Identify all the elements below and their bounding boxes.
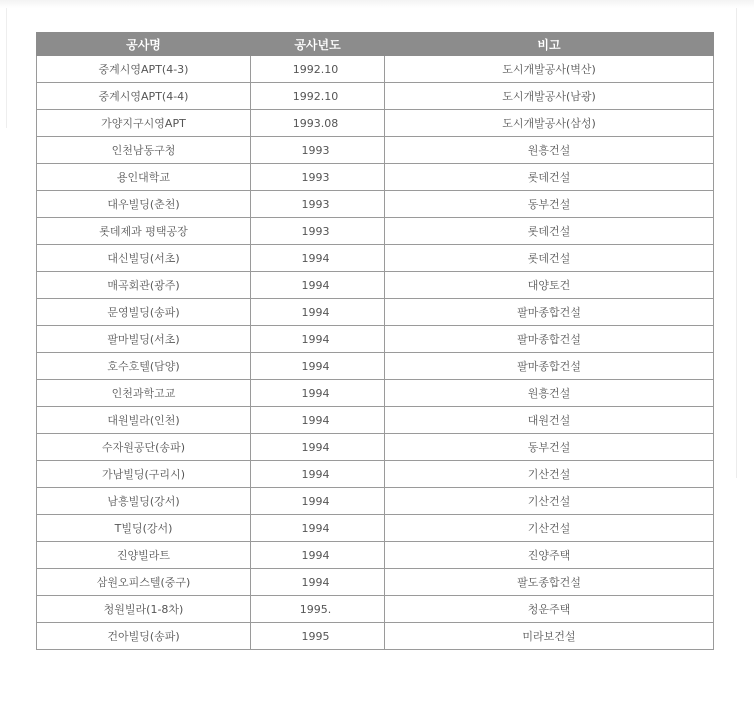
- project-name-cell: T빌딩(강서): [37, 515, 251, 542]
- construction-year-cell: 1994: [251, 407, 385, 434]
- construction-history-table: [36, 32, 714, 650]
- remarks-cell: 팔마종합건설: [385, 353, 714, 380]
- top-shadow-band: [0, 0, 754, 8]
- table-row: [37, 272, 714, 299]
- project-name-cell: 대신빌딩(서초): [37, 245, 251, 272]
- construction-year-cell: 1993: [251, 191, 385, 218]
- table-row: [37, 515, 714, 542]
- remarks-cell: 팔도종합건설: [385, 569, 714, 596]
- project-name-cell: 가남빌딩(구리시): [37, 461, 251, 488]
- remarks-cell: 미라보건설: [385, 623, 714, 650]
- remarks-cell: 대양토건: [385, 272, 714, 299]
- construction-year-cell: 1994: [251, 461, 385, 488]
- table-row: [37, 407, 714, 434]
- table-row: [37, 623, 714, 650]
- remarks-cell: 팔마종합건설: [385, 299, 714, 326]
- remarks-cell: 동부건설: [385, 191, 714, 218]
- construction-year-cell: 1994: [251, 299, 385, 326]
- construction-year-cell: 1994: [251, 488, 385, 515]
- table-row: [37, 461, 714, 488]
- construction-year-cell: 1993.08: [251, 110, 385, 137]
- remarks-cell: 기산건설: [385, 515, 714, 542]
- remarks-cell: 대원건설: [385, 407, 714, 434]
- construction-year-cell: 1994: [251, 272, 385, 299]
- table-row: [37, 542, 714, 569]
- project-name-cell: 중계시영APT(4-4): [37, 83, 251, 110]
- project-name-cell: 중계시영APT(4-3): [37, 56, 251, 83]
- left-edge-line: [6, 8, 7, 128]
- construction-year-cell: 1994: [251, 542, 385, 569]
- construction-year-cell: 1994: [251, 569, 385, 596]
- remarks-cell: 원흥건설: [385, 380, 714, 407]
- project-name-cell: 청원빌라(1-8차): [37, 596, 251, 623]
- construction-year-cell: 1993: [251, 164, 385, 191]
- remarks-cell: 롯데건설: [385, 164, 714, 191]
- project-name-cell: 대원빌라(인천): [37, 407, 251, 434]
- construction-year-cell: 1994: [251, 380, 385, 407]
- header-project-name: 공사명: [37, 33, 251, 56]
- construction-year-cell: 1994: [251, 326, 385, 353]
- table-row: [37, 299, 714, 326]
- construction-year-cell: 1994: [251, 434, 385, 461]
- table-row: [37, 569, 714, 596]
- table-row: [37, 488, 714, 515]
- project-name-cell: 남흥빌딩(강서): [37, 488, 251, 515]
- construction-year-cell: 1994: [251, 353, 385, 380]
- construction-year-cell: 1995.: [251, 596, 385, 623]
- construction-year-cell: 1993: [251, 218, 385, 245]
- project-name-cell: 수자원공단(송파): [37, 434, 251, 461]
- project-name-cell: 인천과학고교: [37, 380, 251, 407]
- table-row: [37, 137, 714, 164]
- construction-year-cell: 1994: [251, 245, 385, 272]
- project-name-cell: 건아빌딩(송파): [37, 623, 251, 650]
- remarks-cell: 롯데건설: [385, 218, 714, 245]
- table-row: [37, 326, 714, 353]
- remarks-cell: 동부건설: [385, 434, 714, 461]
- table-row: [37, 56, 714, 83]
- project-name-cell: 팔마빌딩(서초): [37, 326, 251, 353]
- project-name-cell: 매곡회관(광주): [37, 272, 251, 299]
- table-row: [37, 83, 714, 110]
- project-name-cell: 인천남동구청: [37, 137, 251, 164]
- remarks-cell: 원흥건설: [385, 137, 714, 164]
- header-remarks: 비고: [385, 33, 714, 56]
- remarks-cell: 진양주택: [385, 542, 714, 569]
- right-edge-line: [736, 8, 737, 478]
- table-row: [37, 245, 714, 272]
- remarks-cell: 도시개발공사(남광): [385, 83, 714, 110]
- table-row: [37, 434, 714, 461]
- construction-history-table-container: [36, 32, 713, 650]
- remarks-cell: 기산건설: [385, 488, 714, 515]
- table-row: [37, 380, 714, 407]
- remarks-cell: 도시개발공사(삼성): [385, 110, 714, 137]
- remarks-cell: 청운주택: [385, 596, 714, 623]
- remarks-cell: 팔마종합건설: [385, 326, 714, 353]
- table-row: [37, 110, 714, 137]
- table-header: [37, 33, 714, 56]
- remarks-cell: 도시개발공사(벽산): [385, 56, 714, 83]
- construction-year-cell: 1993: [251, 137, 385, 164]
- project-name-cell: 롯데제과 평택공장: [37, 218, 251, 245]
- construction-year-cell: 1992.10: [251, 56, 385, 83]
- project-name-cell: 대우빌딩(춘천): [37, 191, 251, 218]
- table-body: [37, 56, 714, 650]
- remarks-cell: 기산건설: [385, 461, 714, 488]
- project-name-cell: 삼원오피스텔(중구): [37, 569, 251, 596]
- header-construction-year: 공사년도: [251, 33, 385, 56]
- header-row: [37, 33, 714, 56]
- table-row: [37, 218, 714, 245]
- construction-year-cell: 1992.10: [251, 83, 385, 110]
- project-name-cell: 용인대학교: [37, 164, 251, 191]
- construction-year-cell: 1995: [251, 623, 385, 650]
- table-row: [37, 191, 714, 218]
- table-row: [37, 353, 714, 380]
- project-name-cell: 진양빌라트: [37, 542, 251, 569]
- table-row: [37, 164, 714, 191]
- project-name-cell: 호수호텔(담양): [37, 353, 251, 380]
- project-name-cell: 문영빌딩(송파): [37, 299, 251, 326]
- construction-year-cell: 1994: [251, 515, 385, 542]
- remarks-cell: 롯데건설: [385, 245, 714, 272]
- project-name-cell: 가양지구시영APT: [37, 110, 251, 137]
- table-row: [37, 596, 714, 623]
